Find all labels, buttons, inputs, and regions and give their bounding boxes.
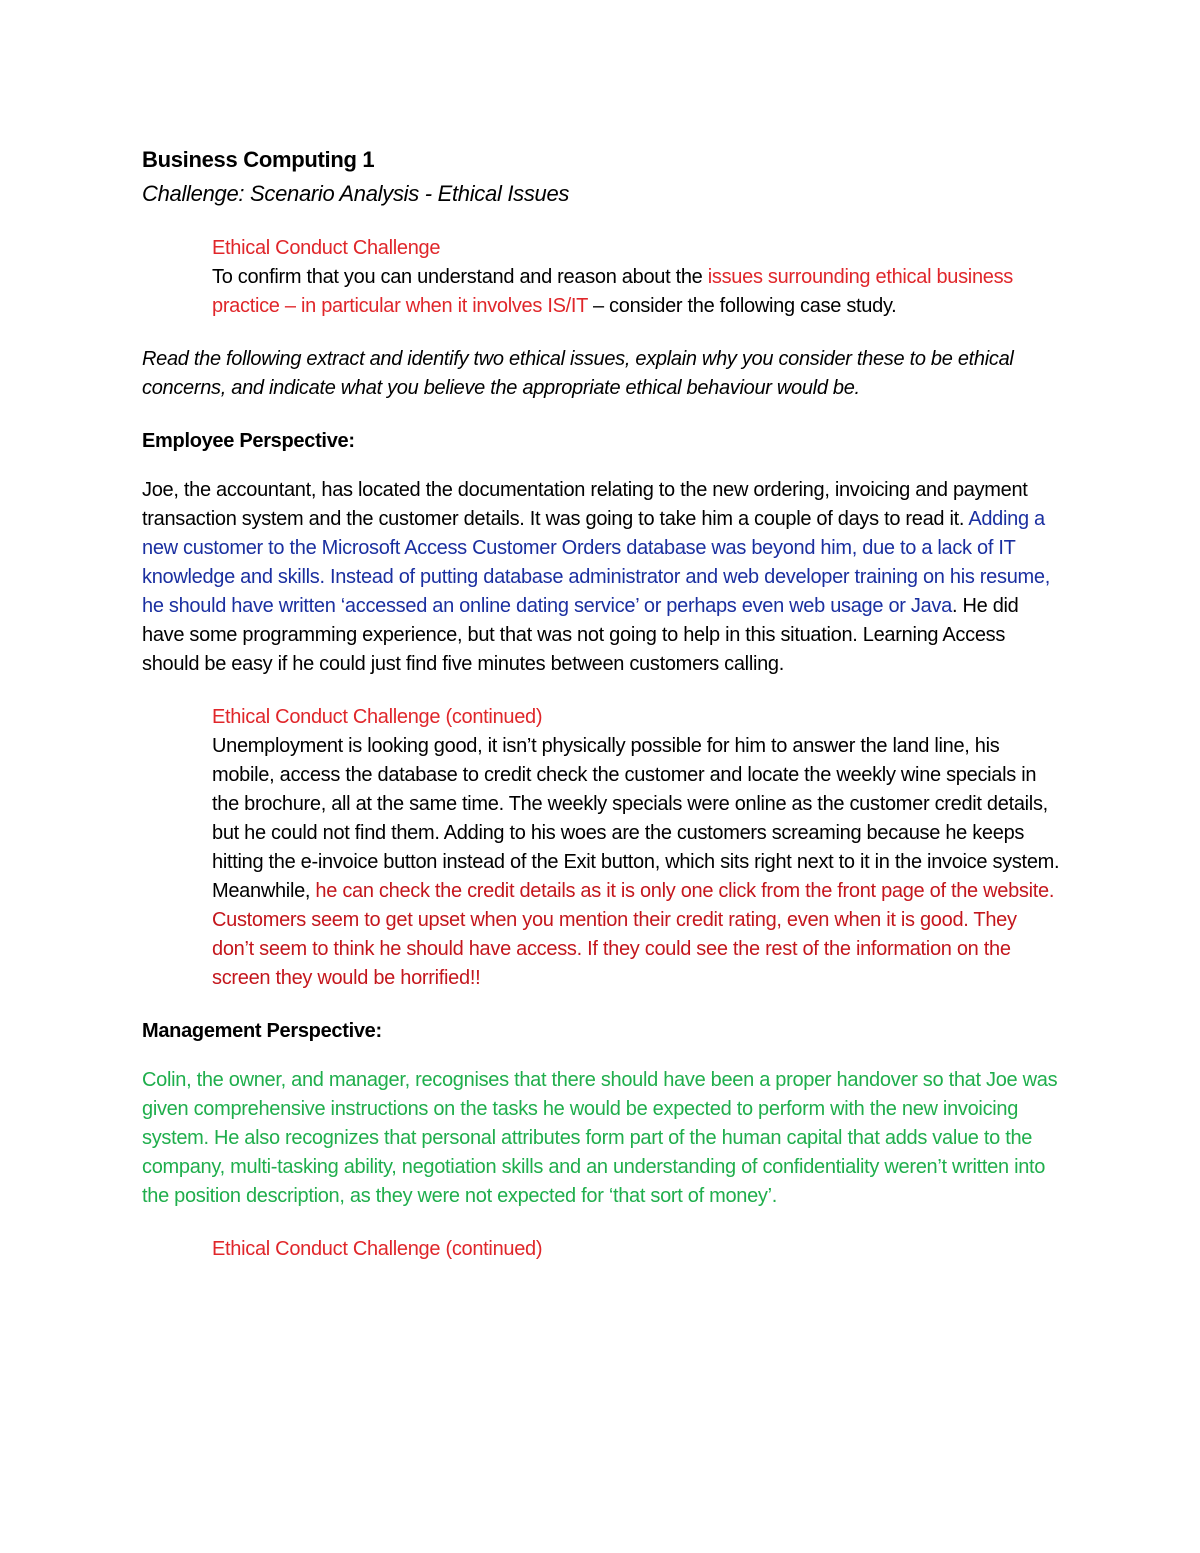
ethical-challenge-3	[212, 1235, 1062, 1264]
employee-perspective-text	[142, 476, 1062, 679]
management-perspective-text: Colin, the owner, and manager, recognises that there should have been a proper handover so that Joe was given comprehensive instructions on the tasks he would be expected to perform with the new invoicing system. He also recognizes that personal attributes form part of the human capital that adds value to the company, multi-tasking ability, negotiation skills and an understanding of confidentiality weren’t written into the position description, as they were not expected for ‘that sort of money’.	[142, 1069, 1058, 1207]
employee-text-outro: . He did have some programming experience, but that was not going to help in this situation. Learning Access should be easy if he could just find five minutes between customers calling.	[142, 595, 1019, 675]
employee-heading-block	[142, 427, 1062, 456]
challenge-text-intro: To confirm that you can understand and reason about the	[212, 266, 708, 288]
ethical-challenge-1	[212, 234, 1062, 321]
challenge-heading: Ethical Conduct Challenge	[212, 237, 441, 259]
challenge-text	[212, 263, 1062, 321]
challenge-2-text: Unemployment is looking good, it isn’t physically possible for him to answer the land line, his mobile, access the database to credit check the customer and locate the weekly wine specials in the brochure, all at the same time. The weekly specials were online as the customer credit details, but he could not find them. Adding to his woes are the customers screaming because he keeps hitting the e-invoice button instead of the Exit button, which sits right next to it in the invoice system.	[212, 735, 1060, 873]
ethical-challenge-2	[212, 703, 1062, 993]
title-block	[142, 144, 1062, 210]
challenge-2-red-text: he can check the credit details as it is only one click from the front page of the website. Customers seem to get upset when you mention their credit rating, even when it is good. They don’t seem to think he should have access. If they could see the rest of the information on the screen they would be horrified!!	[212, 880, 1055, 989]
instructions-block	[142, 345, 1062, 403]
meanwhile-label: Meanwhile,	[212, 880, 316, 902]
challenge-text-highlight: issues surrounding ethical business practice – in particular when it involves IS/IT	[212, 266, 1013, 317]
instructions-text: Read the following extract and identify two ethical issues, explain why you consider these to be ethical concerns, and indicate what you believe the appropriate ethical behaviour would be.	[142, 348, 1014, 399]
employee-text-intro: Joe, the accountant, has located the documentation relating to the new ordering, invoicing and payment transaction system and the customer details. It was going to take him a couple of days to read it.	[142, 479, 1028, 530]
employee-paragraph-block	[142, 476, 1062, 679]
document-title: Business Computing 1	[142, 147, 375, 172]
challenge-2-meanwhile	[212, 877, 1062, 993]
employee-perspective-heading: Employee Perspective:	[142, 430, 355, 452]
management-perspective-heading: Management Perspective:	[142, 1020, 382, 1042]
employee-text-blue: Adding a new customer to the Microsoft Access Customer Orders database was beyond him, due to a lack of IT knowledge and skills. Instead of putting database administrator and web developer training on his resume, he should have written ‘accessed an online dating service’ or perhaps even web usage or Java	[142, 508, 1050, 617]
challenge-heading-continued: Ethical Conduct Challenge (continued)	[212, 706, 543, 728]
document-body	[142, 144, 1062, 1264]
challenge-heading-continued-2: Ethical Conduct Challenge (continued)	[212, 1238, 543, 1260]
document-subtitle: Challenge: Scenario Analysis - Ethical Issues	[142, 181, 570, 206]
challenge-text-outro: – consider the following case study.	[587, 295, 897, 317]
management-heading-block	[142, 1017, 1062, 1046]
management-paragraph-block	[142, 1066, 1062, 1211]
